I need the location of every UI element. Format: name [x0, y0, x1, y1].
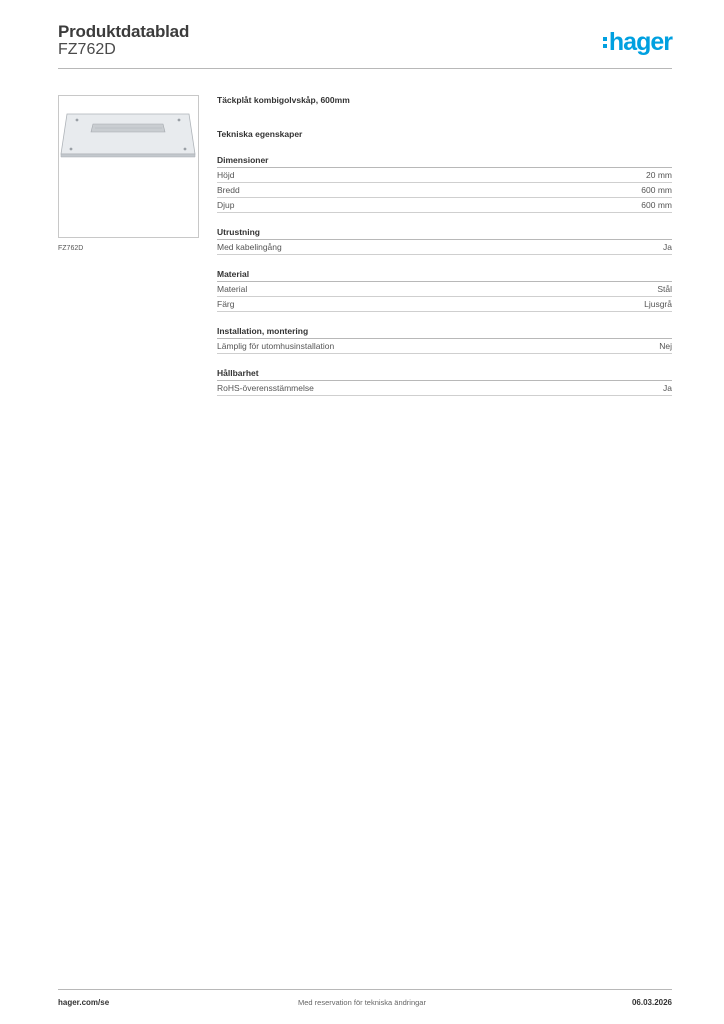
group-title: Dimensioner	[217, 155, 672, 168]
product-name: Täckplåt kombigolvskåp, 600mm	[217, 95, 350, 105]
spec-label: Bredd	[217, 185, 240, 195]
image-caption: FZ762D	[58, 245, 84, 252]
spec-value: Ja	[663, 242, 672, 252]
spec-row	[217, 381, 672, 396]
spec-group-material	[217, 269, 672, 312]
spec-value: 600 mm	[641, 185, 672, 195]
section-title: Tekniska egenskaper	[217, 129, 303, 139]
footer-divider	[58, 989, 672, 990]
group-title: Hållbarhet	[217, 368, 672, 381]
spec-label: Höjd	[217, 170, 235, 180]
spec-row	[217, 198, 672, 213]
group-title: Installation, montering	[217, 326, 672, 339]
spec-value: Stål	[657, 284, 672, 294]
group-title: Material	[217, 269, 672, 282]
spec-group-utrustning	[217, 227, 672, 255]
spec-row	[217, 339, 672, 354]
spec-label: Lämplig för utomhusinstallation	[217, 341, 335, 351]
spec-label: RoHS-överensstämmelse	[217, 383, 314, 393]
spec-value: 600 mm	[641, 200, 672, 210]
spec-label: Färg	[217, 299, 235, 309]
logo-text: hager	[608, 28, 672, 56]
spec-value: 20 mm	[646, 170, 672, 180]
spec-label: Djup	[217, 200, 235, 210]
footer-date: 06.03.2026	[631, 998, 672, 1007]
header-divider	[58, 68, 672, 69]
product-image	[58, 95, 199, 238]
footer-disclaimer: Med reservation för tekniska ändringar	[298, 998, 426, 1007]
spec-group-dimensioner	[217, 155, 672, 213]
spec-label: Material	[217, 284, 248, 294]
spec-row	[217, 297, 672, 312]
product-code: FZ762D	[58, 41, 116, 58]
hager-logo[interactable]	[603, 30, 672, 55]
spec-group-hallbarhet	[217, 368, 672, 396]
spec-value: Ja	[663, 383, 672, 393]
spec-value: Ljusgrå	[644, 299, 672, 309]
spec-content	[217, 95, 672, 396]
spec-value: Nej	[659, 341, 672, 351]
spec-label: Med kabelingång	[217, 242, 282, 252]
spec-row	[217, 282, 672, 297]
spec-row	[217, 183, 672, 198]
cover-plate-picture	[59, 96, 198, 237]
footer-website-link[interactable]: hager.com/se	[58, 998, 110, 1007]
spec-row	[217, 168, 672, 183]
logo-dots-icon	[603, 37, 607, 48]
page-title: Produktdatablad	[58, 22, 190, 41]
spec-group-installation	[217, 326, 672, 354]
spec-row	[217, 240, 672, 255]
group-title: Utrustning	[217, 227, 672, 240]
